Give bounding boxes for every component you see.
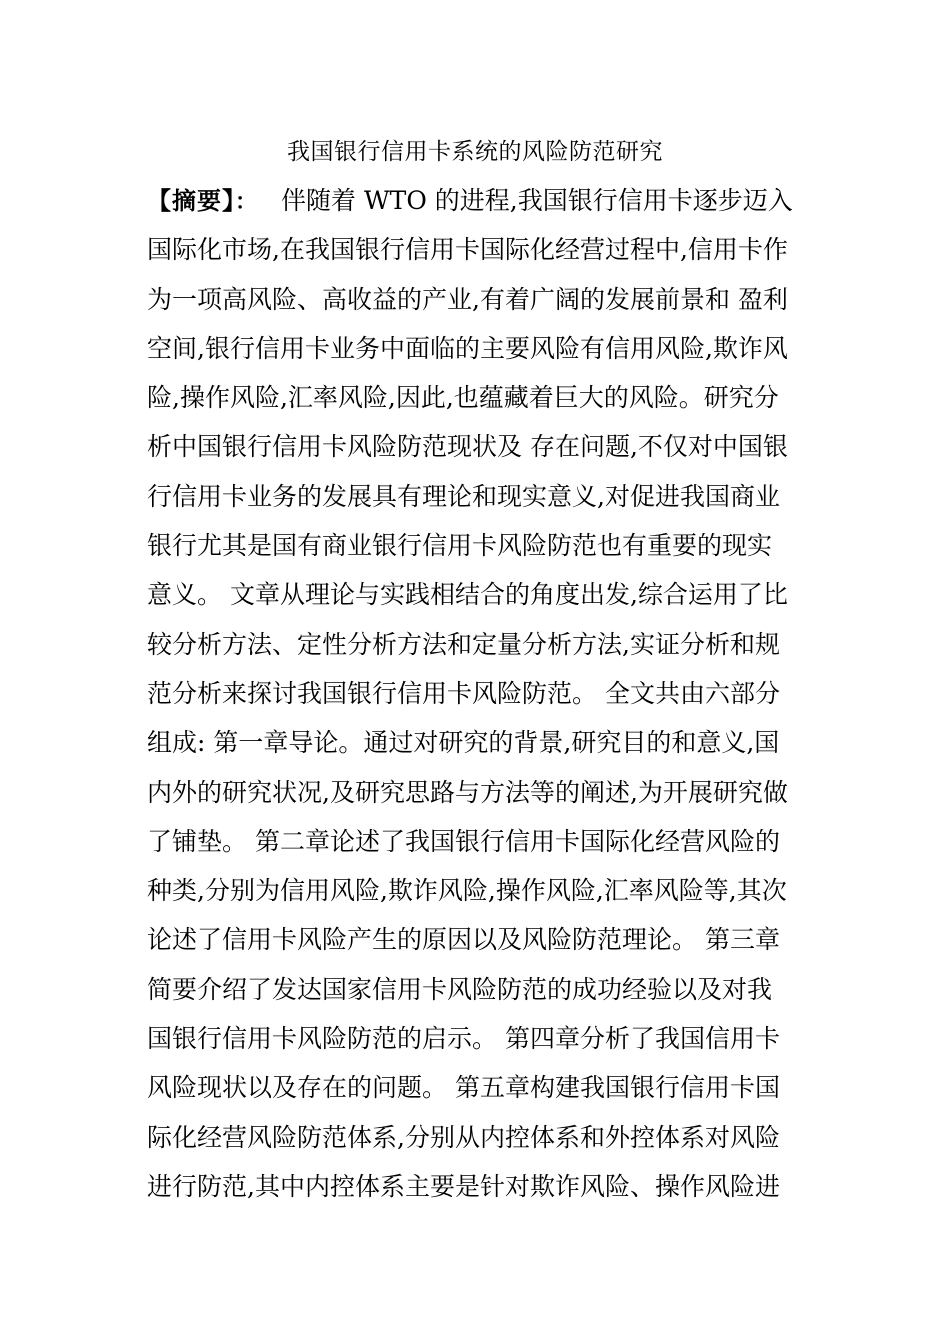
- abstract-line: 组成: 第一章导论。通过对研究的背景,研究目的和意义,国: [147, 728, 780, 758]
- abstract-line: 国际化市场,在我国银行信用卡国际化经营过程中,信用卡作: [147, 235, 788, 265]
- abstract-body: [147, 176, 807, 1211]
- abstract-line: 空间,银行信用卡业务中面临的主要风险有信用风险,欺诈风: [147, 333, 788, 363]
- abstract-line: 种类,分别为信用风险,欺诈风险,操作风险,汇率风险等,其次: [147, 876, 787, 906]
- abstract-line: 内外的研究状况,及研究思路与方法等的阐述,为开展研究做: [147, 777, 788, 807]
- abstract-line: 较分析方法、定性分析方法和定量分析方法,实证分析和规: [147, 629, 780, 659]
- abstract-line: 险,操作风险,汇率风险,因此,也蕴藏着巨大的风险。研究分: [147, 383, 779, 413]
- abstract-line: 意义。 文章从理论与实践相结合的角度出发,综合运用了比: [147, 580, 788, 610]
- abstract-line: 为一项高风险、高收益的产业,有着广阔的发展前景和 盈利: [147, 284, 788, 314]
- abstract-line: 际化经营风险防范体系,分别从内控体系和外控体系对风险: [147, 1122, 780, 1152]
- abstract-line: 进行防范,其中内控体系主要是针对欺诈风险、操作风险进: [147, 1171, 780, 1201]
- document-title: 我国银行信用卡系统的风险防范研究: [287, 139, 663, 165]
- abstract-line-text: 伴随着 WTO 的进程,我国银行信用卡逐步迈入: [281, 186, 793, 215]
- abstract-label-separator: ：: [235, 190, 258, 215]
- abstract-line: [147, 176, 807, 225]
- abstract-line: 银行尤其是国有商业银行信用卡风险防范也有重要的现实: [147, 531, 773, 561]
- abstract-line: 行信用卡业务的发展具有理论和现实意义,对促进我国商业: [147, 481, 780, 511]
- abstract-label: 【摘要】: [147, 187, 235, 215]
- abstract-line: 风险现状以及存在的问题。 第五章构建我国银行信用卡国: [147, 1073, 780, 1103]
- abstract-line: 范分析来探讨我国银行信用卡风险防范。 全文共由六部分: [147, 678, 780, 708]
- abstract-line: 析中国银行信用卡风险防范现状及 存在问题,不仅对中国银: [147, 432, 788, 462]
- abstract-line: 论述了信用卡风险产生的原因以及风险防范理论。 第三章: [147, 925, 780, 955]
- abstract-line: 国银行信用卡风险防范的启示。 第四章分析了我国信用卡: [147, 1024, 780, 1054]
- abstract-line: 了铺垫。 第二章论述了我国银行信用卡国际化经营风险的: [147, 826, 780, 856]
- abstract-line: 简要介绍了发达国家信用卡风险防范的成功经验以及对我: [147, 974, 773, 1004]
